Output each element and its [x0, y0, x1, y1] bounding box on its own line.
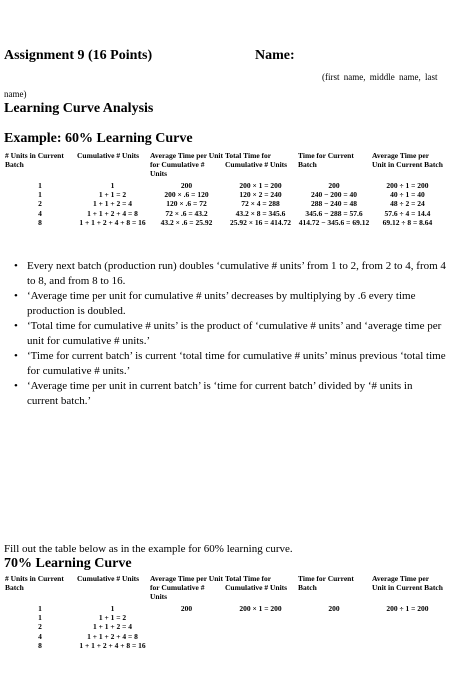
- table-cell: [224, 632, 297, 641]
- table-cell: 414.72 − 345.6 = 69.12: [298, 217, 370, 227]
- table-header-row: [4, 574, 444, 604]
- column-header: # Units in Current Batch: [5, 151, 64, 169]
- table-cell: 288 − 240 = 48: [310, 199, 358, 209]
- table-cell: 200 × 1 = 200: [239, 181, 282, 190]
- table-row: [4, 641, 444, 650]
- fill-instruction: Fill out the table below as in the example for 60% learning curve.: [4, 543, 293, 555]
- assignment-title: Assignment 9 (16 Points): [4, 48, 153, 63]
- column-header: Total Time for Cumulative # Units: [225, 151, 288, 169]
- column-header: Average Time per Unit for Cumulative # Units: [150, 151, 223, 178]
- table-cell: 8: [38, 217, 42, 227]
- column-header: Cumulative # Units: [77, 151, 140, 160]
- list-item-text: Every next batch (production run) doubles ‘cumulative # units’ from 1 to 2, from 2 to 4, from 4 to 8, and from 8 to 16.: [27, 260, 446, 287]
- table-cell: 1 + 1 + 2 + 4 + 8 = 16: [79, 217, 146, 227]
- table-cell: 1: [110, 181, 115, 190]
- table-cell: 200 ÷ 1 = 200: [386, 604, 429, 613]
- list-item-text: ‘Total time for cumulative # units’ is the product of ‘cumulative # units’ and ‘average time per unit for cumulative # units.’: [27, 320, 442, 347]
- table-row: [4, 190, 444, 199]
- example-title: Example: 60% Learning Curve: [4, 131, 193, 146]
- list-item-text: ‘Average time per unit in current batch’ is ‘time for current batch’ divided by ‘# units in current batch.’: [27, 380, 413, 407]
- exercise-title: 70% Learning Curve: [4, 556, 132, 571]
- list-item: [14, 259, 446, 289]
- table-row: [4, 181, 444, 190]
- table-cell: 120 × .6 = 72: [166, 199, 207, 209]
- bullet-icon: •: [14, 380, 18, 392]
- table-cell: 200 × 1 = 200: [239, 604, 282, 613]
- table-cell: 2: [38, 199, 42, 209]
- column-header: # Units in Current Batch: [5, 574, 64, 592]
- table-cell: 43.2 × 8 = 345.6: [235, 208, 286, 218]
- table-cell: [371, 613, 444, 622]
- table-row: [4, 613, 444, 622]
- table-cell: 1: [110, 604, 115, 613]
- table-cell: 1: [38, 181, 42, 190]
- table-header-row: [4, 151, 444, 181]
- table-cell: 1 + 1 + 2 = 4: [92, 199, 133, 209]
- table-cell: 1: [38, 190, 42, 200]
- table-cell: 4: [38, 208, 42, 218]
- example-table: [4, 151, 444, 227]
- table-cell: 200: [328, 181, 340, 190]
- table-cell: 345.6 − 288 = 57.6: [305, 208, 363, 218]
- table-cell: [297, 622, 371, 631]
- column-header: Average Time per Unit for Cumulative # Units: [150, 574, 223, 601]
- table-cell: 1 + 1 + 2 + 4 = 8: [87, 208, 138, 218]
- table-row: [4, 604, 444, 613]
- table-cell: [297, 632, 371, 641]
- column-header: Cumulative # Units: [77, 574, 140, 583]
- explanation-list: [14, 259, 446, 409]
- list-item-text: ‘Time for current batch’ is current ‘total time for cumulative # units’ minus previous ‘total time for cumulative # units.’: [27, 350, 446, 377]
- bullet-icon: •: [14, 290, 18, 302]
- table-cell: 1 + 1 = 2: [98, 190, 127, 200]
- name-hint: (first name, middle name, last: [322, 72, 438, 82]
- table-cell: 200: [180, 604, 193, 613]
- table-cell: 72 × 4 = 288: [241, 199, 280, 209]
- table-cell: 40 ÷ 1 = 40: [390, 190, 425, 200]
- table-cell: 4: [38, 631, 42, 641]
- table-row: [4, 199, 444, 208]
- name-label: Name:: [255, 48, 295, 63]
- table-cell: 43.2 × .6 = 25.92: [160, 217, 213, 227]
- column-header: Average Time per Unit in Current Batch: [372, 574, 443, 592]
- table-cell: 1 + 1 = 2: [98, 613, 127, 623]
- table-cell: [149, 641, 224, 650]
- table-cell: 69.12 ÷ 8 = 8.64: [382, 217, 433, 227]
- table-cell: 1 + 1 + 2 + 4 = 8: [87, 631, 138, 641]
- table-cell: [149, 613, 224, 622]
- table-cell: [224, 622, 297, 631]
- bullet-icon: •: [14, 350, 18, 362]
- column-header: Time for Current Batch: [298, 151, 354, 169]
- table-cell: 120 × 2 = 240: [239, 190, 282, 200]
- exercise-table: [4, 574, 444, 650]
- table-row: [4, 632, 444, 641]
- table-cell: 1: [38, 604, 42, 613]
- column-header: Time for Current Batch: [298, 574, 354, 592]
- table-cell: 240 − 200 = 40: [310, 190, 358, 200]
- table-cell: 1: [38, 613, 42, 623]
- table-cell: 200 ÷ 1 = 200: [386, 181, 429, 190]
- table-cell: 2: [38, 622, 42, 632]
- table-cell: 200: [180, 181, 193, 190]
- list-item: [14, 379, 446, 409]
- section-title: Learning Curve Analysis: [4, 101, 154, 116]
- column-header: Average Time per Unit in Current Batch: [372, 151, 443, 169]
- table-cell: [371, 632, 444, 641]
- table-cell: [224, 613, 297, 622]
- table-cell: [371, 622, 444, 631]
- list-item: [14, 289, 446, 319]
- name-hint-tail: name): [4, 89, 27, 99]
- table-cell: [297, 613, 371, 622]
- table-cell: 1 + 1 + 2 + 4 + 8 = 16: [79, 640, 146, 650]
- bullet-icon: •: [14, 320, 18, 332]
- table-cell: 200 × .6 = 120: [164, 190, 209, 200]
- bullet-icon: •: [14, 260, 18, 272]
- column-header: Total Time for Cumulative # Units: [225, 574, 288, 592]
- table-cell: 1 + 1 + 2 = 4: [92, 622, 133, 632]
- list-item: [14, 349, 446, 379]
- table-cell: [149, 632, 224, 641]
- table-cell: [371, 641, 444, 650]
- table-cell: 57.6 ÷ 4 = 14.4: [384, 208, 431, 218]
- table-cell: 25.92 × 16 = 414.72: [229, 217, 292, 227]
- table-cell: 72 × .6 = 43.2: [165, 208, 208, 218]
- table-cell: 200: [328, 604, 340, 613]
- table-row: [4, 218, 444, 227]
- table-cell: [149, 622, 224, 631]
- list-item: [14, 319, 446, 349]
- table-cell: 8: [38, 640, 42, 650]
- table-cell: [224, 641, 297, 650]
- table-cell: [297, 641, 371, 650]
- table-cell: 48 ÷ 2 = 24: [390, 199, 425, 209]
- list-item-text: ‘Average time per unit for cumulative # units’ decreases by multiplying by .6 every time production is doubled.: [27, 290, 416, 317]
- table-row: [4, 622, 444, 631]
- table-row: [4, 209, 444, 218]
